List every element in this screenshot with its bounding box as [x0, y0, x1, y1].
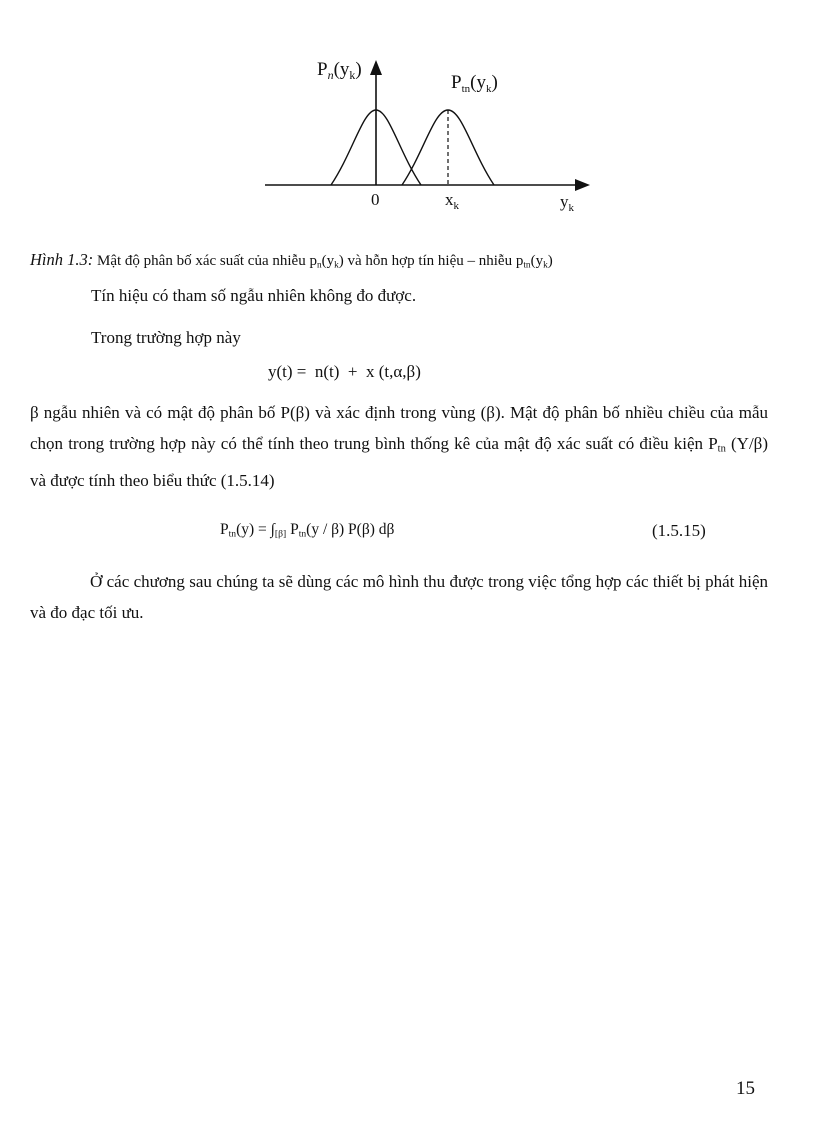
- y-axis-arrow: [370, 60, 382, 75]
- x-axis-arrow: [575, 179, 590, 191]
- xk-label: $x_k$: [445, 190, 459, 212]
- page-number: 15: [736, 1078, 755, 1099]
- paragraph-random-parameter: Tín hiệu có tham số ngẫu nhiên không đo được.: [91, 286, 417, 305]
- equation-number: (1.5.15): [652, 521, 706, 540]
- equation-received-signal: y(t) = n(t) + x (t,α,β): [268, 362, 421, 381]
- curve2-label: $P_{tn}(y_k)$: [451, 72, 498, 95]
- figure-density-plot: [255, 50, 595, 220]
- equation-1-5-15: $P_{tn}(y) = \int_{[\beta]}$ $P_{tn}(y / \beta)$ P(β) dβ: [220, 521, 395, 540]
- density-plot-svg: [255, 50, 595, 220]
- paragraph-in-this-case: Trong trường hợp này: [91, 328, 241, 347]
- y-axis-label: $P_n(y_k)$: [317, 59, 362, 82]
- caption-label: Hình 1.3:: [30, 250, 94, 269]
- origin-label: 0: [371, 190, 380, 209]
- paragraph-beta-random: β ngẫu nhiên và có mật độ phân bố P(β) và xác định trong vùng (β). Mật độ phân bố nhiều chiều của mẫu chọn trong trường hợp này có thể tính theo trung bình thống kê của mật độ xác suất có điều kiện $P_{tn}$ (Y/β) và được tính theo biểu thức (1.5.14): [30, 403, 768, 490]
- figure-caption: Hình 1.3: Mật độ phân bố xác suất của nhiễu $p_n(y_k)$ và hỗn hợp tín hiệu – nhiễu $p_{tn}(y_k)$: [30, 250, 553, 271]
- paragraph-next-chapters: Ở các chương sau chúng ta sẽ dùng các mô hình thu được trong việc tổng hợp các thiết bị phát hiện và đo đạc tối ưu.: [30, 572, 768, 622]
- x-axis-label: $y_k$: [560, 192, 574, 214]
